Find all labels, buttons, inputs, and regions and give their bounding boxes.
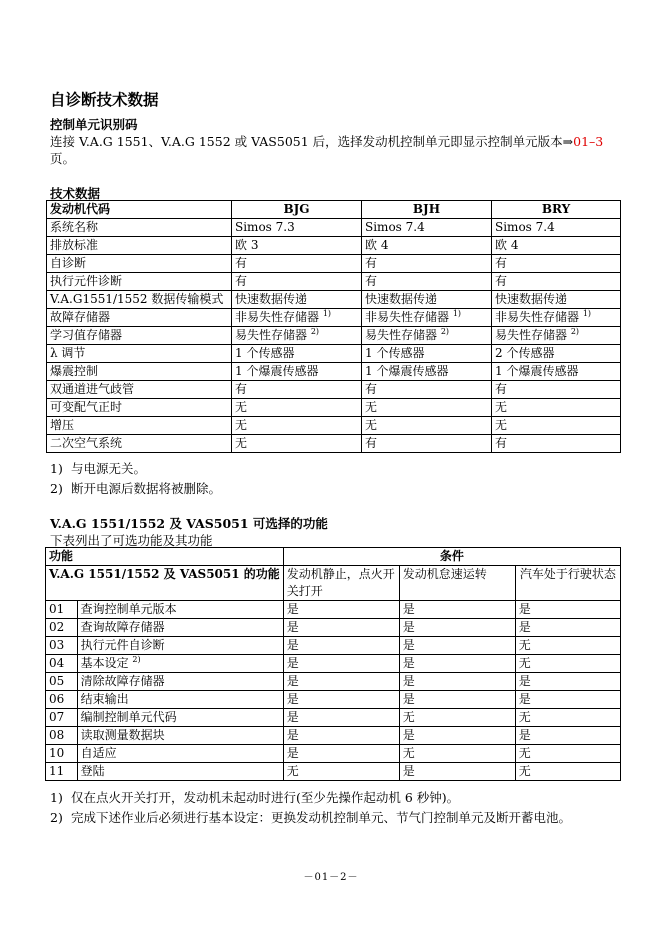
function-code: 11 — [46, 763, 78, 781]
header-cond-idle: 发动机怠速运转 — [399, 566, 515, 601]
cell-value — [232, 363, 362, 381]
cell-value — [232, 435, 362, 453]
table-row — [46, 691, 621, 709]
cond-static-value: 是 — [283, 691, 399, 709]
func-note-2: 2) 完成下述作业后必须进行基本设定：更换发动机控制单元、节气门控制单元及断开蓄电池。 — [50, 810, 572, 825]
cell-value — [492, 435, 621, 453]
cell-text: 无 — [495, 418, 508, 432]
cell-text: 快速数据传递 — [495, 292, 568, 306]
cond-static-value: 无 — [283, 763, 399, 781]
function-code: 06 — [46, 691, 78, 709]
footnote-ref: 2) — [440, 327, 450, 336]
cond-driving-value: 是 — [515, 691, 620, 709]
function-name-text: 清除故障存储器 — [80, 674, 165, 688]
cell-text: 易失性存储器 — [495, 328, 568, 342]
cell-text: 有 — [495, 436, 508, 450]
cell-value — [362, 309, 492, 327]
table-row — [46, 745, 621, 763]
cell-text: 无 — [235, 400, 248, 414]
row-label: 执行元件诊断 — [47, 273, 232, 291]
cell-text: 易失性存储器 — [365, 328, 438, 342]
function-name — [77, 655, 283, 673]
function-code: 01 — [46, 601, 78, 619]
function-name — [77, 673, 283, 691]
footnote-ref: 2) — [132, 655, 141, 664]
cell-text: 有 — [235, 274, 248, 288]
table-row — [47, 417, 621, 435]
table-row — [46, 637, 621, 655]
cell-text: 1 个爆震传感器 — [495, 364, 579, 378]
func-subtitle: 下表列出了可选功能及其功能 — [50, 533, 213, 548]
row-label: V.A.G1551/1552 数据传输模式 — [47, 291, 232, 309]
cell-value — [232, 237, 362, 255]
function-code: 10 — [46, 745, 78, 763]
function-name-text: 登陆 — [80, 764, 105, 778]
table-row — [46, 619, 621, 637]
cell-text: 1 个爆震传感器 — [365, 364, 449, 378]
table-row — [47, 309, 621, 327]
cond-driving-value: 是 — [515, 601, 620, 619]
cell-value — [492, 381, 621, 399]
cond-driving-value: 无 — [515, 709, 620, 727]
cell-text: 非易失性存储器 — [235, 310, 320, 324]
header-bjg: BJG — [232, 201, 362, 219]
row-label: 双通道进气歧管 — [47, 381, 232, 399]
cell-value — [232, 309, 362, 327]
header-bry: BRY — [492, 201, 621, 219]
cell-value — [232, 291, 362, 309]
table-row — [47, 345, 621, 363]
table-row — [47, 273, 621, 291]
row-label: 二次空气系统 — [47, 435, 232, 453]
table-row — [46, 601, 621, 619]
row-label: λ 调节 — [47, 345, 232, 363]
cond-static-value: 是 — [283, 745, 399, 763]
page-title: 自诊断技术数据 — [50, 90, 159, 109]
cond-idle-value: 无 — [399, 745, 515, 763]
cell-value — [362, 291, 492, 309]
function-name-text: 查询控制单元版本 — [80, 602, 177, 616]
cell-text: 2 个传感器 — [495, 346, 555, 360]
cell-text: 1 个爆震传感器 — [235, 364, 319, 378]
footnote-ref: 2) — [570, 327, 580, 336]
cell-value — [232, 327, 362, 345]
function-name-text: 编制控制单元代码 — [80, 710, 177, 724]
function-name — [77, 763, 283, 781]
func-header-row-2 — [46, 566, 621, 601]
function-name — [77, 637, 283, 655]
cell-value — [232, 219, 362, 237]
table-row — [46, 727, 621, 745]
function-name-text: 自适应 — [80, 746, 117, 760]
footnote-ref: 1) — [582, 309, 592, 318]
cell-text: 快速数据传递 — [235, 292, 308, 306]
table-row — [46, 763, 621, 781]
cell-value — [492, 309, 621, 327]
cell-value — [232, 381, 362, 399]
header-conditions: 条件 — [283, 548, 620, 566]
cond-static-value: 是 — [283, 727, 399, 745]
cell-value — [232, 417, 362, 435]
tech-heading: 技术数据 — [50, 186, 101, 201]
note-1: 1) 与电源无关。 — [50, 461, 147, 476]
cell-text: 有 — [365, 256, 378, 270]
cell-text: 有 — [495, 274, 508, 288]
cond-static-value: 是 — [283, 637, 399, 655]
table-row — [47, 363, 621, 381]
cell-value — [232, 399, 362, 417]
intro-text: 连接 V.A.G 1551、V.A.G 1552 或 VAS5051 后，选择发动机控制单元即显示控制单元版本 — [50, 134, 563, 149]
cond-driving-value: 是 — [515, 673, 620, 691]
cell-text: 无 — [235, 418, 248, 432]
cond-static-value: 是 — [283, 709, 399, 727]
cond-driving-value: 无 — [515, 637, 620, 655]
function-code: 08 — [46, 727, 78, 745]
cell-value — [492, 255, 621, 273]
cell-text: Simos 7.3 — [235, 220, 295, 234]
row-label: 系统名称 — [47, 219, 232, 237]
cell-value — [492, 363, 621, 381]
function-code: 02 — [46, 619, 78, 637]
function-name — [77, 619, 283, 637]
table-row — [47, 381, 621, 399]
cond-driving-value: 无 — [515, 655, 620, 673]
cell-value — [492, 327, 621, 345]
row-label: 增压 — [47, 417, 232, 435]
header-cond-static: 发动机静止，点火开关打开 — [283, 566, 399, 601]
cell-value — [362, 345, 492, 363]
cell-text: 无 — [495, 400, 508, 414]
cell-text: 1 个传感器 — [235, 346, 295, 360]
header-sub-function: V.A.G 1551/1552 及 VAS5051 的功能 — [46, 566, 284, 601]
function-name — [77, 601, 283, 619]
cond-idle-value: 是 — [399, 619, 515, 637]
cell-text: 无 — [235, 436, 248, 450]
arrow-icon: ⇒ — [562, 134, 574, 149]
func-header-row-1 — [46, 548, 621, 566]
function-code: 03 — [46, 637, 78, 655]
cell-value — [362, 417, 492, 435]
cell-text: Simos 7.4 — [365, 220, 425, 234]
row-label: 学习值存储器 — [47, 327, 232, 345]
cell-text: 有 — [235, 382, 248, 396]
note-2: 2) 断开电源后数据将被删除。 — [50, 481, 222, 496]
tech-notes — [50, 459, 221, 499]
table-row — [47, 255, 621, 273]
cell-value — [362, 399, 492, 417]
cell-value — [362, 219, 492, 237]
cell-value — [362, 327, 492, 345]
cell-text: 有 — [495, 256, 508, 270]
cond-idle-value: 是 — [399, 601, 515, 619]
intro-paragraph — [50, 133, 620, 167]
header-engine-code: 发动机代码 — [47, 201, 232, 219]
cell-value — [492, 399, 621, 417]
row-label: 故障存储器 — [47, 309, 232, 327]
cond-static-value: 是 — [283, 601, 399, 619]
table-row — [46, 655, 621, 673]
function-name-text: 执行元件自诊断 — [80, 638, 165, 652]
functions-table — [45, 547, 621, 781]
row-label: 排放标准 — [47, 237, 232, 255]
cell-value — [232, 345, 362, 363]
row-label: 爆震控制 — [47, 363, 232, 381]
cell-value — [362, 237, 492, 255]
cell-value — [232, 273, 362, 291]
page-number: －01－2－ — [303, 872, 359, 883]
cell-text: Simos 7.4 — [495, 220, 555, 234]
cond-static-value: 是 — [283, 619, 399, 637]
cond-driving-value: 无 — [515, 745, 620, 763]
table-row — [46, 673, 621, 691]
cell-text: 非易失性存储器 — [365, 310, 450, 324]
cell-text: 无 — [365, 418, 378, 432]
cond-idle-value: 是 — [399, 655, 515, 673]
func-notes — [50, 788, 571, 828]
func-heading: V.A.G 1551/1552 及 VAS5051 可选择的功能 — [50, 516, 328, 531]
cell-value — [492, 237, 621, 255]
cell-text: 欧 3 — [235, 238, 259, 252]
table-row — [47, 327, 621, 345]
cell-text: 有 — [365, 274, 378, 288]
cell-value — [362, 273, 492, 291]
function-code: 05 — [46, 673, 78, 691]
function-code: 07 — [46, 709, 78, 727]
cell-text: 欧 4 — [365, 238, 389, 252]
cell-text: 快速数据传递 — [365, 292, 438, 306]
function-name-text: 读取测量数据块 — [80, 728, 165, 742]
cond-idle-value: 是 — [399, 763, 515, 781]
cond-idle-value: 是 — [399, 727, 515, 745]
intro-end: 页。 — [50, 151, 76, 166]
table-row — [47, 291, 621, 309]
function-name-text: 查询故障存储器 — [80, 620, 165, 634]
cell-value — [492, 219, 621, 237]
cond-idle-value: 无 — [399, 709, 515, 727]
function-name — [77, 727, 283, 745]
func-note-1: 1) 仅在点火开关打开，发动机未起动时进行(至少先操作起动机 6 秒钟)。 — [50, 790, 460, 805]
footnote-ref: 1) — [322, 309, 332, 318]
row-label: 可变配气正时 — [47, 399, 232, 417]
cond-idle-value: 是 — [399, 691, 515, 709]
footnote-ref: 1) — [452, 309, 462, 318]
cell-value — [492, 417, 621, 435]
row-label: 自诊断 — [47, 255, 232, 273]
page-link[interactable]: 01–3 — [573, 134, 604, 149]
cell-value — [362, 435, 492, 453]
cell-text: 无 — [365, 400, 378, 414]
cell-text: 有 — [365, 436, 378, 450]
function-code: 04 — [46, 655, 78, 673]
function-name — [77, 691, 283, 709]
cond-driving-value: 是 — [515, 727, 620, 745]
header-bjh: BJH — [362, 201, 492, 219]
cell-value — [492, 291, 621, 309]
header-cond-driving: 汽车处于行驶状态 — [515, 566, 620, 601]
function-name — [77, 709, 283, 727]
cell-text: 欧 4 — [495, 238, 519, 252]
cell-text: 有 — [235, 256, 248, 270]
cond-idle-value: 是 — [399, 673, 515, 691]
cell-value — [362, 381, 492, 399]
cell-value — [362, 363, 492, 381]
cond-driving-value: 是 — [515, 619, 620, 637]
tech-header-row — [47, 201, 621, 219]
cell-text: 有 — [495, 382, 508, 396]
cond-static-value: 是 — [283, 655, 399, 673]
table-row — [47, 219, 621, 237]
cell-text: 易失性存储器 — [235, 328, 308, 342]
cell-text: 非易失性存储器 — [495, 310, 580, 324]
header-function: 功能 — [46, 548, 284, 566]
tech-data-table — [46, 200, 621, 453]
cond-static-value: 是 — [283, 673, 399, 691]
table-row — [47, 399, 621, 417]
cond-idle-value: 是 — [399, 637, 515, 655]
table-row — [47, 237, 621, 255]
cell-value — [362, 255, 492, 273]
cond-driving-value: 无 — [515, 763, 620, 781]
table-row — [47, 435, 621, 453]
id-heading: 控制单元识别码 — [50, 117, 138, 132]
cell-text: 有 — [365, 382, 378, 396]
cell-value — [232, 255, 362, 273]
cell-value — [492, 345, 621, 363]
cell-text: 1 个传感器 — [365, 346, 425, 360]
cell-value — [492, 273, 621, 291]
function-name-text: 结束输出 — [80, 692, 129, 706]
footnote-ref: 2) — [310, 327, 320, 336]
function-name — [77, 745, 283, 763]
function-name-text: 基本设定 — [80, 656, 129, 670]
table-row — [46, 709, 621, 727]
